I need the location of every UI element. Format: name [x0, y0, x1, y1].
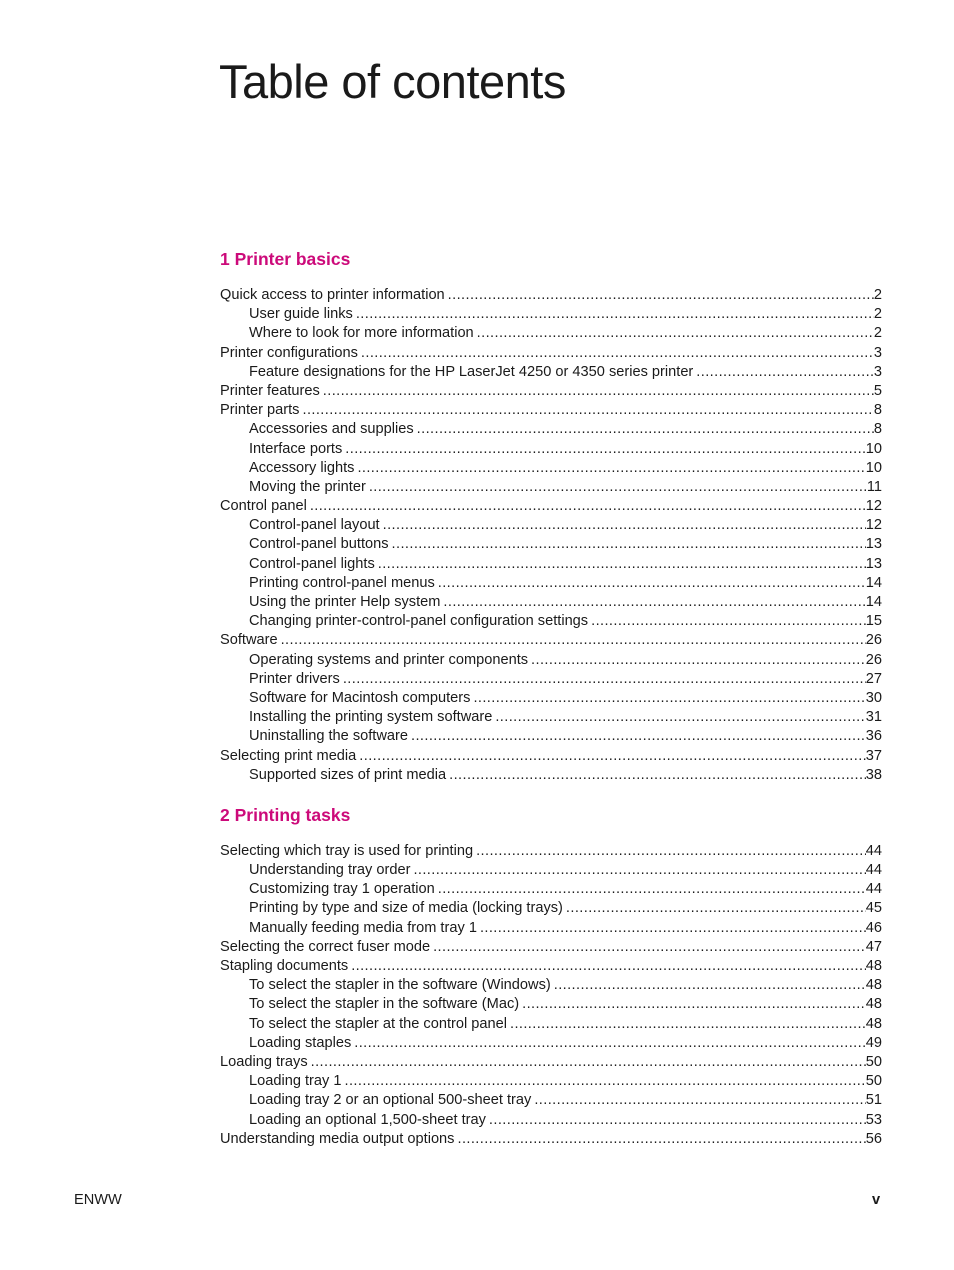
toc-entry-title: To select the stapler in the software (Mac)	[249, 996, 520, 1013]
toc-entry-title: Feature designations for the HP LaserJet 4250 or 4350 series printer	[249, 363, 694, 380]
dot-leader	[554, 976, 866, 995]
toc-entry[interactable]	[220, 593, 882, 612]
dot-leader	[345, 1072, 866, 1091]
toc-entry-page: 44	[865, 881, 882, 898]
toc-entry-title: Changing printer-control-panel configuration settings	[249, 613, 589, 630]
toc-entry[interactable]	[220, 1130, 882, 1149]
toc-entry-page: 46	[865, 919, 882, 936]
toc-entry-title: Loading tray 1	[249, 1073, 342, 1090]
toc-entry-page: 14	[865, 594, 882, 610]
toc-entry-title: Selecting print media	[220, 747, 357, 764]
toc-entry-title: Control-panel lights	[249, 555, 375, 572]
dot-leader	[438, 880, 866, 899]
dot-leader	[438, 574, 866, 593]
toc-entry-title: Printer configurations	[220, 344, 358, 361]
dot-leader	[522, 995, 866, 1014]
toc-entry-page: 48	[865, 1015, 882, 1032]
toc-entry-title: Stapling documents	[220, 958, 349, 974]
dot-leader	[566, 899, 866, 918]
toc-entry[interactable]	[220, 670, 882, 689]
toc-entry-title: Loading trays	[220, 1053, 308, 1070]
toc-entry-page: 50	[865, 1053, 882, 1070]
toc-entry[interactable]	[220, 1015, 882, 1034]
toc-entry-page: 8	[873, 402, 882, 419]
dot-leader	[345, 440, 865, 459]
toc-entry-page: 51	[865, 1092, 882, 1109]
toc-entry[interactable]	[220, 324, 882, 343]
dot-leader	[473, 689, 865, 708]
toc-entry-page: 27	[865, 670, 882, 687]
toc-entry[interactable]	[220, 382, 882, 401]
toc-entry-page: 47	[865, 938, 882, 955]
dot-leader	[357, 459, 865, 478]
chapter-section	[220, 802, 882, 1149]
toc-entry-title: Software	[220, 632, 278, 649]
toc-entry-title: Software for Macintosh computers	[249, 689, 471, 706]
toc-entry-page: 2	[873, 306, 882, 323]
toc-entry-title: Accessories and supplies	[249, 421, 414, 438]
toc-entry[interactable]	[220, 919, 882, 938]
toc-entry-title: Uninstalling the software	[249, 728, 408, 745]
dot-leader	[443, 593, 865, 612]
toc-entry-page: 12	[865, 517, 882, 534]
toc-entry-title: Accessory lights	[249, 459, 355, 476]
toc-entry-title: Understanding media output options	[220, 1130, 455, 1147]
toc-entry-title: Quick access to printer information	[220, 287, 445, 303]
toc-entry[interactable]	[220, 420, 882, 439]
toc-entry[interactable]	[220, 842, 882, 861]
dot-leader	[495, 708, 865, 727]
toc-entry-page: 5	[873, 382, 882, 399]
dot-leader	[323, 382, 874, 401]
toc-entry-page: 44	[865, 862, 882, 879]
dot-leader	[534, 1091, 865, 1110]
toc-entry-title: Control-panel buttons	[249, 536, 389, 553]
dot-leader	[510, 1015, 866, 1034]
toc-entry-page: 13	[865, 536, 882, 553]
dot-leader	[476, 842, 866, 861]
toc-entry-title: Loading an optional 1,500-sheet tray	[249, 1111, 486, 1128]
toc-entry-page: 48	[865, 996, 882, 1013]
toc-entry-title: Supported sizes of print media	[249, 766, 447, 783]
toc-entry[interactable]	[220, 995, 882, 1014]
toc-entry-title: Interface ports	[249, 440, 343, 457]
toc-entry[interactable]	[220, 440, 882, 459]
footer-left-label: ENWW	[74, 1192, 122, 1208]
toc-entry[interactable]	[220, 708, 882, 727]
toc-entry[interactable]	[220, 1091, 882, 1110]
chapter-section	[220, 246, 882, 785]
dot-leader	[417, 420, 874, 439]
dot-leader	[449, 766, 866, 785]
toc-entry[interactable]	[220, 401, 882, 420]
dot-leader	[281, 631, 866, 650]
dot-leader	[369, 478, 867, 497]
toc-entry[interactable]	[220, 478, 882, 497]
dot-leader	[383, 516, 866, 535]
toc-entry[interactable]	[220, 497, 882, 516]
toc-entry[interactable]	[220, 861, 882, 880]
toc-entry-page: 14	[865, 574, 882, 591]
toc-entry-title: Control panel	[220, 498, 307, 515]
toc-entry-page: 2	[873, 325, 882, 342]
footer-page-number: v	[872, 1192, 881, 1208]
dot-leader	[343, 670, 866, 689]
toc-entry-title: User guide links	[249, 306, 353, 323]
toc-entry-title: Moving the printer	[249, 478, 366, 495]
toc-entry-page: 48	[865, 977, 882, 994]
dot-leader	[354, 1034, 866, 1053]
toc-entry-title: Selecting which tray is used for printing	[220, 842, 474, 859]
toc-entry[interactable]	[220, 631, 882, 650]
toc-entry[interactable]	[220, 651, 882, 670]
toc-entry[interactable]	[220, 747, 882, 766]
toc-entry-title: Customizing tray 1 operation	[249, 881, 435, 898]
toc-entry-title: Manually feeding media from tray 1	[249, 919, 477, 936]
toc-entry-page: 13	[865, 555, 882, 572]
dot-leader	[302, 401, 873, 420]
dot-leader	[411, 727, 866, 746]
toc-entry-title: Operating systems and printer components	[249, 651, 529, 668]
dot-leader	[413, 861, 865, 880]
toc-entry[interactable]	[220, 516, 882, 535]
dot-leader	[448, 286, 874, 305]
dot-leader	[378, 555, 866, 574]
dot-leader	[480, 919, 866, 938]
toc-entry[interactable]	[220, 766, 882, 785]
toc-entry[interactable]	[220, 363, 882, 382]
dot-leader	[356, 305, 874, 324]
toc-entry-page: 3	[873, 363, 882, 380]
table-of-contents	[220, 246, 882, 1166]
dot-leader	[351, 957, 866, 976]
toc-entry-title: Printing by type and size of media (locking trays)	[249, 900, 563, 917]
toc-entry[interactable]	[220, 555, 882, 574]
toc-entry-page: 37	[865, 747, 882, 764]
toc-entry-title: Loading staples	[249, 1034, 352, 1051]
toc-entry-title: Printer features	[220, 382, 320, 399]
dot-leader	[591, 612, 866, 631]
dot-leader	[531, 651, 866, 670]
toc-entry-page: 50	[865, 1073, 882, 1090]
toc-entry-page: 8	[873, 421, 882, 438]
toc-entry-title: Printing control-panel menus	[249, 574, 435, 591]
toc-entry[interactable]	[220, 344, 882, 363]
toc-entry[interactable]	[220, 976, 882, 995]
dot-leader	[359, 747, 865, 766]
toc-entry-page: 11	[866, 478, 882, 495]
toc-entry-page: 10	[865, 440, 882, 457]
dot-leader	[392, 535, 866, 554]
toc-entry-page: 2	[873, 287, 882, 303]
toc-entry-title: Selecting the correct fuser mode	[220, 938, 431, 955]
toc-entry-title: Loading tray 2 or an optional 500-sheet tray	[249, 1092, 532, 1109]
toc-entry-title: Printer drivers	[249, 670, 340, 687]
toc-entry[interactable]	[220, 727, 882, 746]
toc-entry-page: 10	[865, 459, 882, 476]
dot-leader	[311, 1053, 866, 1072]
toc-entry-title: Where to look for more information	[249, 325, 474, 342]
toc-entry[interactable]	[220, 938, 882, 957]
toc-entry-page: 49	[865, 1034, 882, 1051]
dot-leader	[433, 938, 866, 957]
chapter-heading[interactable]: 1 Printer basics	[220, 249, 351, 269]
toc-entry-page: 26	[865, 651, 882, 668]
toc-entry[interactable]	[220, 286, 882, 305]
toc-entry[interactable]	[220, 899, 882, 918]
toc-entry-title: Using the printer Help system	[249, 594, 441, 610]
toc-entry-page: 38	[865, 766, 882, 783]
toc-entry[interactable]	[220, 459, 882, 478]
dot-leader	[489, 1111, 866, 1130]
toc-entry[interactable]	[220, 1072, 882, 1091]
toc-entry[interactable]	[220, 880, 882, 899]
toc-entry-title: To select the stapler in the software (Windows)	[249, 977, 551, 994]
toc-entry[interactable]	[220, 1053, 882, 1072]
toc-entry-title: Understanding tray order	[249, 862, 411, 879]
toc-entry[interactable]	[220, 689, 882, 708]
toc-entry-page: 26	[865, 632, 882, 649]
toc-entry[interactable]	[220, 612, 882, 631]
toc-entry-page: 3	[873, 344, 882, 361]
toc-entry[interactable]	[220, 1034, 882, 1053]
toc-entry[interactable]	[220, 574, 882, 593]
toc-entry[interactable]	[220, 535, 882, 554]
toc-entry-page: 30	[865, 689, 882, 706]
toc-entry-title: Installing the printing system software	[249, 709, 493, 726]
toc-entry-page: 48	[865, 958, 882, 974]
dot-leader	[361, 344, 874, 363]
toc-entry-page: 44	[865, 842, 882, 859]
toc-entry-page: 45	[865, 900, 882, 917]
chapter-heading[interactable]: 2 Printing tasks	[220, 804, 351, 825]
page-title: Table of contents	[219, 55, 566, 108]
toc-entry-title: Control-panel layout	[249, 517, 380, 534]
toc-entry[interactable]	[220, 305, 882, 324]
toc-entry-page: 36	[865, 728, 882, 745]
toc-entry-title: Printer parts	[220, 402, 300, 419]
dot-leader	[477, 324, 874, 343]
dot-leader	[696, 363, 874, 382]
toc-entry-page: 56	[865, 1130, 882, 1147]
toc-entry[interactable]	[220, 1111, 882, 1130]
toc-entry-title: To select the stapler at the control panel	[249, 1015, 507, 1032]
toc-entry-page: 12	[865, 498, 882, 515]
toc-entry-page: 53	[865, 1111, 882, 1128]
toc-entry-page: 15	[865, 613, 882, 630]
toc-entry-page: 31	[865, 709, 882, 726]
dot-leader	[310, 497, 866, 516]
toc-entry[interactable]	[220, 957, 882, 976]
dot-leader	[457, 1130, 865, 1149]
